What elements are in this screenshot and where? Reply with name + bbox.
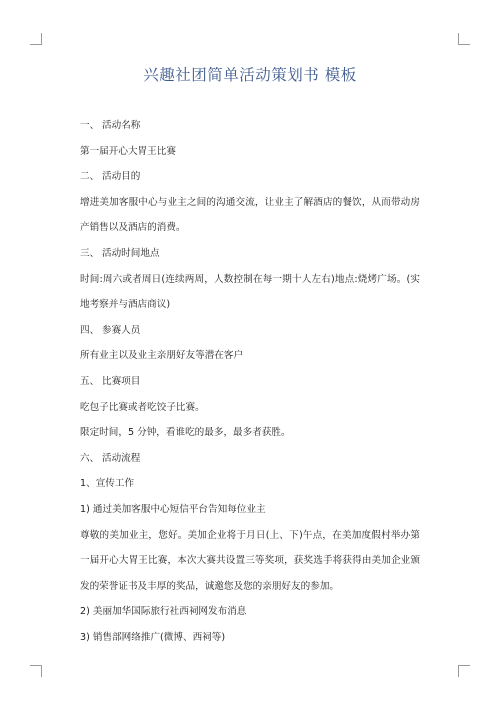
body-paragraph: 第一届开心大胃王比赛 <box>80 145 176 157</box>
body-paragraph: 时间:周六或者周日(连续两周，人数控制在每一期十人左右)地点:烧烤广场。(实地考察并与酒店商议) <box>80 273 420 311</box>
section-heading-text: 活动时间地点 <box>102 247 160 259</box>
body-paragraph: 增进美加客服中心与业主之间的沟通交流，让业主了解酒店的餐饮，从而带动房产销售以及酒店的消费。 <box>80 196 420 234</box>
section-heading <box>80 241 420 267</box>
section-heading <box>80 164 420 190</box>
body-paragraph: 3) 销售部网络推广(微博、西祠等) <box>80 631 226 643</box>
body-paragraph: 尊敬的美加业主，您好。美加企业将于月日(上、下)午点，在美加度假村举办第一届开心大胃王比赛，本次大赛共设置三等奖项，获奖选手将获得由美加企业颁发的荣誉证书及丰厚的奖品，诚邀您及您的亲朋好友的参加。 <box>80 529 420 592</box>
document-title: 兴趣社团简单活动策划书 模板 <box>143 66 357 84</box>
section-heading <box>80 446 420 472</box>
section-heading <box>80 113 420 139</box>
body-paragraph: 2) 美丽加华国际旅行社西祠网发布消息 <box>80 606 247 618</box>
crop-mark-top-right <box>458 33 470 45</box>
body-paragraph: 吃包子比赛或者吃饺子比赛。 <box>80 401 205 413</box>
section-heading-text: 活动流程 <box>102 452 141 464</box>
section-number: 四、 <box>80 324 100 336</box>
body-paragraph: 所有业主以及业主亲朋好友等潜在客户 <box>80 350 244 362</box>
crop-mark-bottom-right <box>458 665 470 677</box>
crop-mark-bottom-left <box>30 665 42 677</box>
section-heading-text: 活动目的 <box>102 171 141 183</box>
section-heading-text: 参赛人员 <box>102 324 141 336</box>
section-heading-text: 活动名称 <box>102 120 141 131</box>
section-number: 五、 <box>80 375 100 387</box>
section-heading-text: 比赛项目 <box>102 375 141 387</box>
section-heading <box>80 369 420 395</box>
section-number: 六、 <box>80 452 100 464</box>
section-number: 一、 <box>80 120 100 131</box>
body-paragraph: 1) 通过美加客服中心短信平台告知每位业主 <box>80 503 266 515</box>
section-number: 二、 <box>80 171 100 183</box>
crop-mark-top-left <box>30 33 42 45</box>
document-body <box>80 113 420 650</box>
body-paragraph: 1、宣传工作 <box>80 478 135 490</box>
section-heading <box>80 318 420 344</box>
body-paragraph: 限定时间，5 分钟，看谁吃的最多，最多者获胜。 <box>80 427 291 439</box>
section-number: 三、 <box>80 247 100 259</box>
